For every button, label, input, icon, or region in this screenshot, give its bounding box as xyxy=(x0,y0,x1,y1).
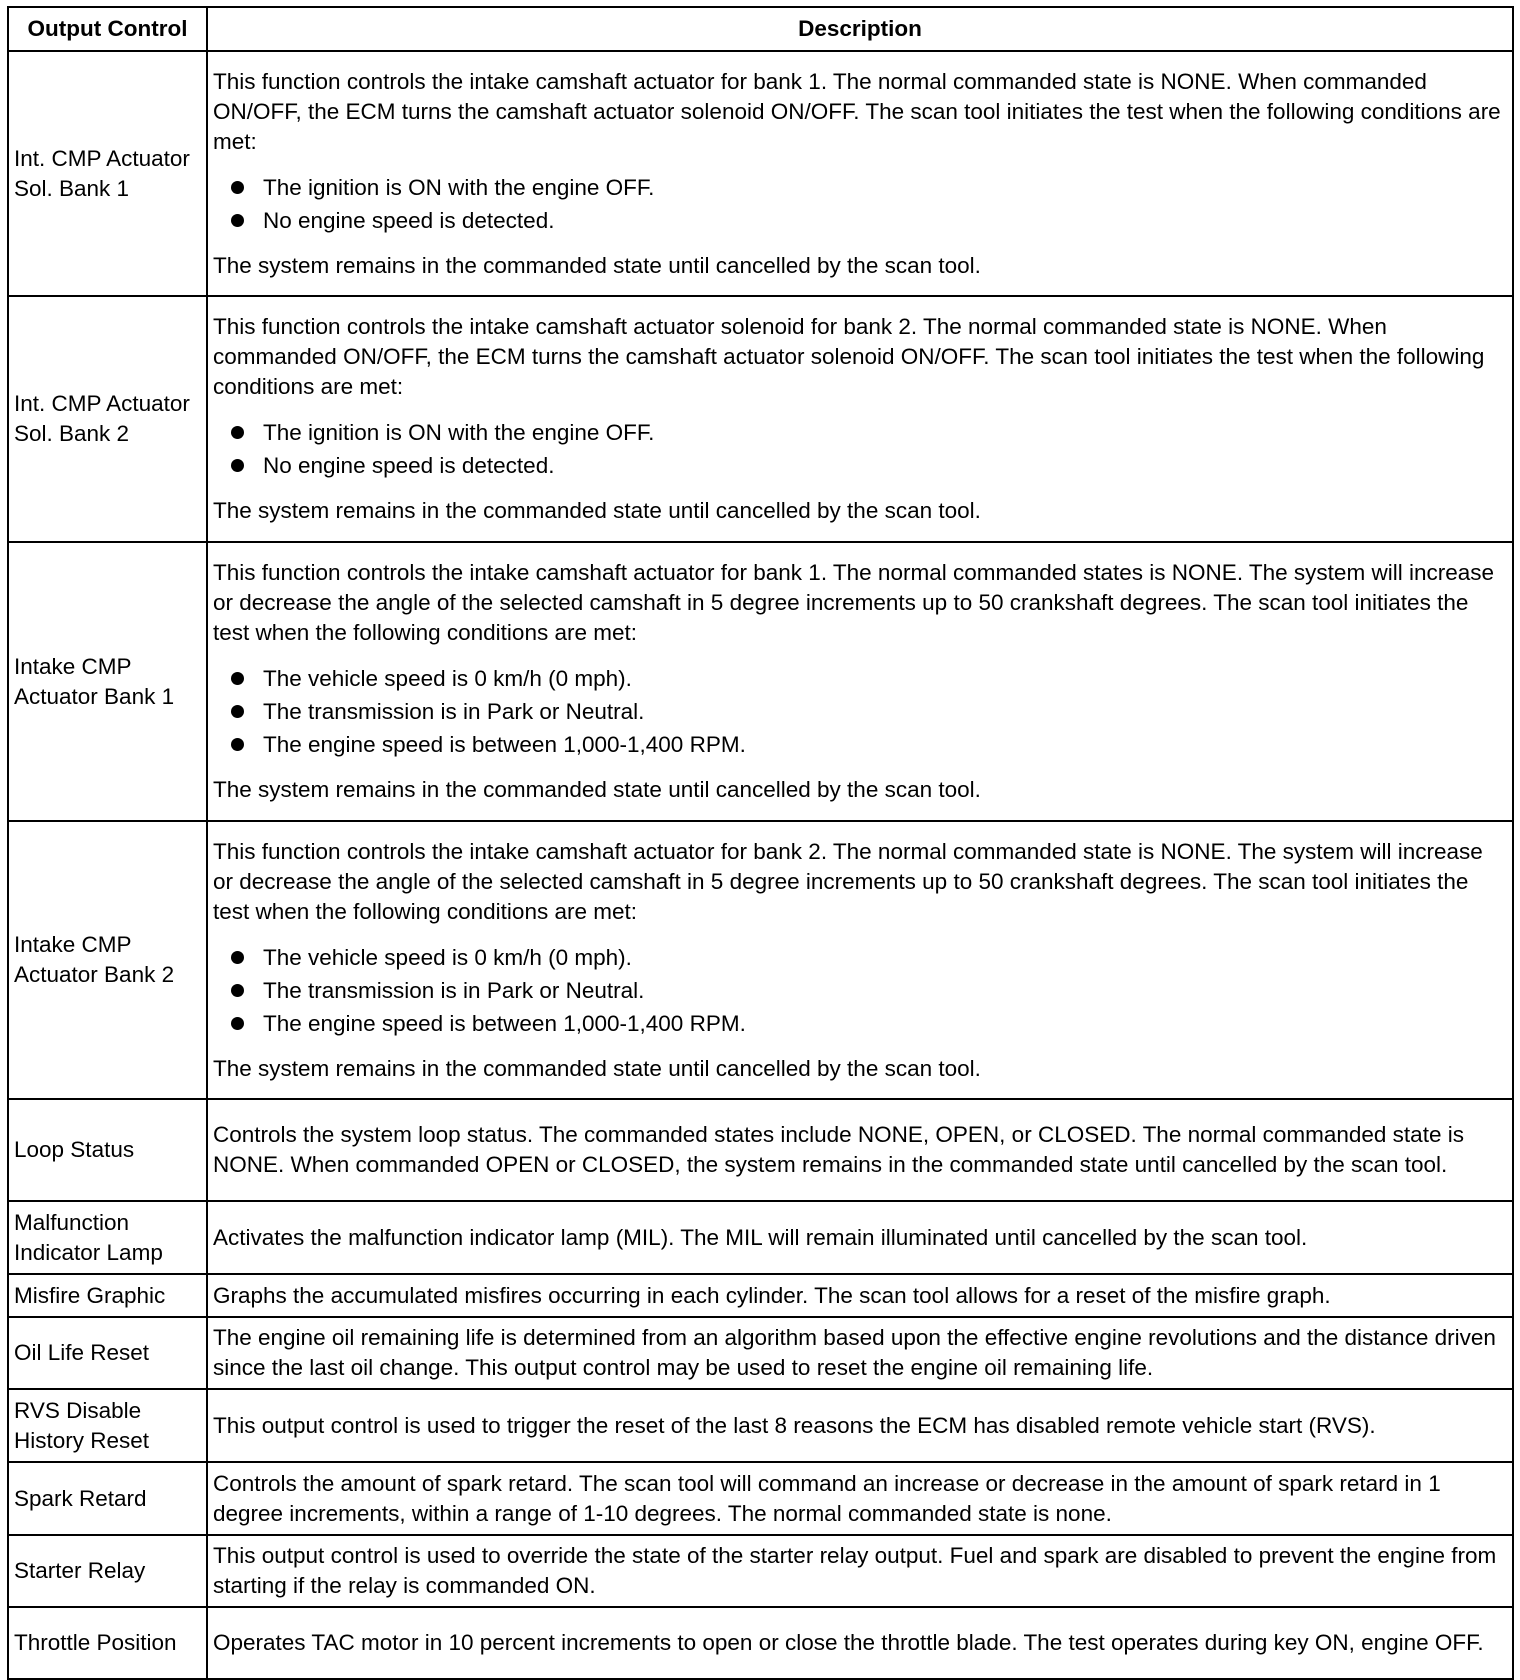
condition-item: The ignition is ON with the engine OFF. xyxy=(263,416,1507,449)
condition-item: The engine speed is between 1,000-1,400 RPM. xyxy=(263,1007,1507,1040)
output-control-name: Malfunction Indicator Lamp xyxy=(8,1201,207,1274)
description-footer: The system remains in the commanded state until cancelled by the scan tool. xyxy=(213,777,981,802)
description-footer: The system remains in the commanded state until cancelled by the scan tool. xyxy=(213,498,981,523)
description-cell xyxy=(207,542,1513,821)
condition-item: The engine speed is between 1,000-1,400 RPM. xyxy=(263,728,1507,761)
condition-item: No engine speed is detected. xyxy=(263,204,1507,237)
description-footer: The system remains in the commanded state until cancelled by the scan tool. xyxy=(213,252,981,278)
description-text: This output control is used to override the state of the starter relay output. Fuel and spark are disabled to prevent the engine from starting if the relay is commanded ON. xyxy=(213,1543,1497,1598)
table-row xyxy=(8,1274,1513,1317)
table-header-row xyxy=(8,7,1513,51)
condition-item: The ignition is ON with the engine OFF. xyxy=(263,171,1507,204)
output-control-name: Int. CMP Actuator Sol. Bank 1 xyxy=(8,51,207,296)
description-text: This function controls the intake camshaft actuator solenoid for bank 2. The normal commanded state is NONE. When commanded ON/OFF, the ECM turns the camshaft actuator solenoid ON/OFF. The scan tool initiates the test when the following conditions are met: xyxy=(213,314,1485,399)
header-output-control: Output Control xyxy=(8,7,207,51)
output-control-name: Intake CMP Actuator Bank 2 xyxy=(8,821,207,1099)
description-cell xyxy=(207,1274,1513,1317)
table-row xyxy=(8,296,1513,542)
description-cell xyxy=(207,1317,1513,1389)
description-text: This output control is used to trigger the reset of the last 8 reasons the ECM has disabled remote vehicle start (RVS). xyxy=(213,1412,1376,1438)
output-control-name: Throttle Position xyxy=(8,1607,207,1679)
description-cell xyxy=(207,821,1513,1099)
condition-list xyxy=(213,416,1507,482)
output-control-name: Int. CMP Actuator Sol. Bank 2 xyxy=(8,296,207,542)
description-text: This function controls the intake camshaft actuator for bank 1. The normal commanded state is NONE. When commanded ON/OFF, the ECM turns the camshaft actuator solenoid ON/OFF. The scan tool initiates the test when the following conditions are met: xyxy=(213,68,1501,154)
output-control-name: Intake CMP Actuator Bank 1 xyxy=(8,542,207,821)
description-cell xyxy=(207,1099,1513,1201)
condition-item: The vehicle speed is 0 km/h (0 mph). xyxy=(263,941,1507,974)
condition-list xyxy=(213,171,1507,237)
table-row xyxy=(8,1462,1513,1535)
table-row xyxy=(8,1201,1513,1274)
table-row xyxy=(8,542,1513,821)
output-control-name: Oil Life Reset xyxy=(8,1317,207,1389)
output-control-name: Misfire Graphic xyxy=(8,1274,207,1317)
description-text: Operates TAC motor in 10 percent increments to open or close the throttle blade. The test operates during key ON, engine OFF. xyxy=(213,1630,1484,1655)
description-text: The engine oil remaining life is determined from an algorithm based upon the effective engine revolutions and the distance driven since the last oil change. This output control may be used to reset the engine oil remaining life. xyxy=(213,1325,1496,1380)
table-row xyxy=(8,821,1513,1099)
output-control-name: Spark Retard xyxy=(8,1462,207,1535)
description-footer: The system remains in the commanded state until cancelled by the scan tool. xyxy=(213,1055,981,1081)
description-cell xyxy=(207,296,1513,542)
description-cell xyxy=(207,1535,1513,1607)
condition-item: The transmission is in Park or Neutral. xyxy=(263,695,1507,728)
output-control-name: Loop Status xyxy=(8,1099,207,1201)
table-row xyxy=(8,51,1513,296)
table-row xyxy=(8,1099,1513,1201)
condition-list xyxy=(213,662,1507,761)
condition-item: The transmission is in Park or Neutral. xyxy=(263,974,1507,1007)
description-text: Activates the malfunction indicator lamp (MIL). The MIL will remain illuminated until cancelled by the scan tool. xyxy=(213,1224,1308,1250)
output-control-name: RVS Disable History Reset xyxy=(8,1389,207,1462)
description-text: Controls the system loop status. The commanded states include NONE, OPEN, or CLOSED. The normal commanded state is NONE. When commanded OPEN or CLOSED, the system remains in the commanded state until cancelled by the scan tool. xyxy=(213,1122,1464,1177)
description-text: This function controls the intake camshaft actuator for bank 1. The normal commanded states is NONE. The system will increase or decrease the angle of the selected camshaft in 5 degree increments up to 50 crankshaft degrees. The scan tool initiates the test when the following conditions are met: xyxy=(213,560,1494,645)
condition-item: The vehicle speed is 0 km/h (0 mph). xyxy=(263,662,1507,695)
description-cell xyxy=(207,51,1513,296)
table-row xyxy=(8,1389,1513,1462)
description-text: This function controls the intake camshaft actuator for bank 2. The normal commanded state is NONE. The system will increase or decrease the angle of the selected camshaft in 5 degree increments up to 50 crankshaft degrees. The scan tool initiates the test when the following conditions are met: xyxy=(213,838,1483,924)
header-description: Description xyxy=(207,7,1513,51)
description-cell xyxy=(207,1607,1513,1679)
table-row xyxy=(8,1535,1513,1607)
description-text: Graphs the accumulated misfires occurring in each cylinder. The scan tool allows for a reset of the misfire graph. xyxy=(213,1282,1331,1308)
output-control-name: Starter Relay xyxy=(8,1535,207,1607)
description-cell xyxy=(207,1201,1513,1274)
table-row xyxy=(8,1607,1513,1679)
condition-list xyxy=(213,941,1507,1040)
table-row xyxy=(8,1317,1513,1389)
description-text: Controls the amount of spark retard. The scan tool will command an increase or decrease in the amount of spark retard in 1 degree increments, within a range of 1-10 degrees. The normal commanded state is none. xyxy=(213,1470,1441,1526)
description-cell xyxy=(207,1389,1513,1462)
description-cell xyxy=(207,1462,1513,1535)
output-control-table xyxy=(7,6,1514,1680)
condition-item: No engine speed is detected. xyxy=(263,449,1507,482)
